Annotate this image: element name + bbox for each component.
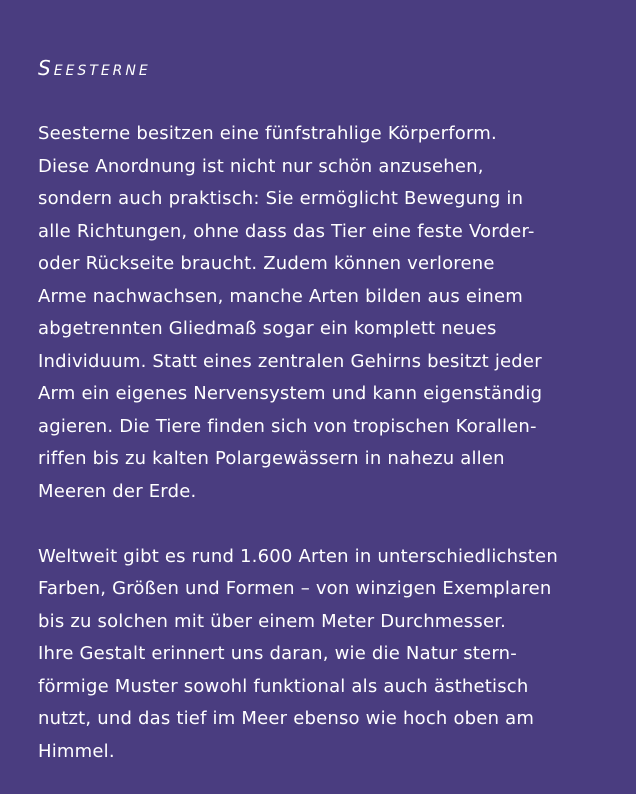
- text-line: oder Rückseite braucht. Zudem können verlorene: [38, 253, 495, 274]
- text-line: Weltweit gibt es rund 1.600 Arten in unterschiedlichsten: [38, 545, 558, 567]
- text-line: abgetrennten Gliedmaß sogar ein komplett neues: [38, 318, 497, 339]
- text-line: Individuum. Statt eines zentralen Gehirns besitzt jeder: [38, 350, 542, 372]
- text-line: sondern auch praktisch: Sie ermöglicht Bewegung in: [38, 188, 524, 209]
- text-line: Ihre Gestalt erinnert uns daran, wie die Natur stern-: [38, 643, 517, 664]
- text-line: Arm ein eigenes Nervensystem und kann eigenständig: [38, 383, 543, 404]
- text-line: Arme nachwachsen, manche Arten bilden aus einem: [38, 285, 523, 307]
- text-line: nutzt, und das tief im Meer ebenso wie hoch oben am: [38, 708, 535, 729]
- paragraph-gap: [38, 508, 606, 541]
- paragraph-2: [38, 541, 606, 769]
- text-line: riffen bis zu kalten Polargewässern in nahezu allen: [38, 448, 505, 469]
- text-line: Diese Anordnung ist nicht nur schön anzusehen,: [38, 155, 484, 177]
- page-title: Seesterne: [38, 56, 151, 80]
- text-line: alle Richtungen, ohne dass das Tier eine feste Vorder-: [38, 220, 535, 242]
- text-line: Seesterne besitzen eine fünfstrahlige Körperform.: [38, 123, 497, 144]
- text-line: bis zu solchen mit über einem Meter Durchmesser.: [38, 610, 507, 632]
- text-line: Farben, Größen und Formen – von winzigen Exemplaren: [38, 578, 552, 599]
- paragraph-1: [38, 118, 606, 508]
- text-line: Himmel.: [38, 740, 115, 762]
- text-line: förmige Muster sowohl funktional als auch ästhetisch: [38, 675, 529, 697]
- text-line: agieren. Die Tiere finden sich von tropischen Korallen-: [38, 415, 537, 437]
- text-line: Meeren der Erde.: [38, 480, 197, 502]
